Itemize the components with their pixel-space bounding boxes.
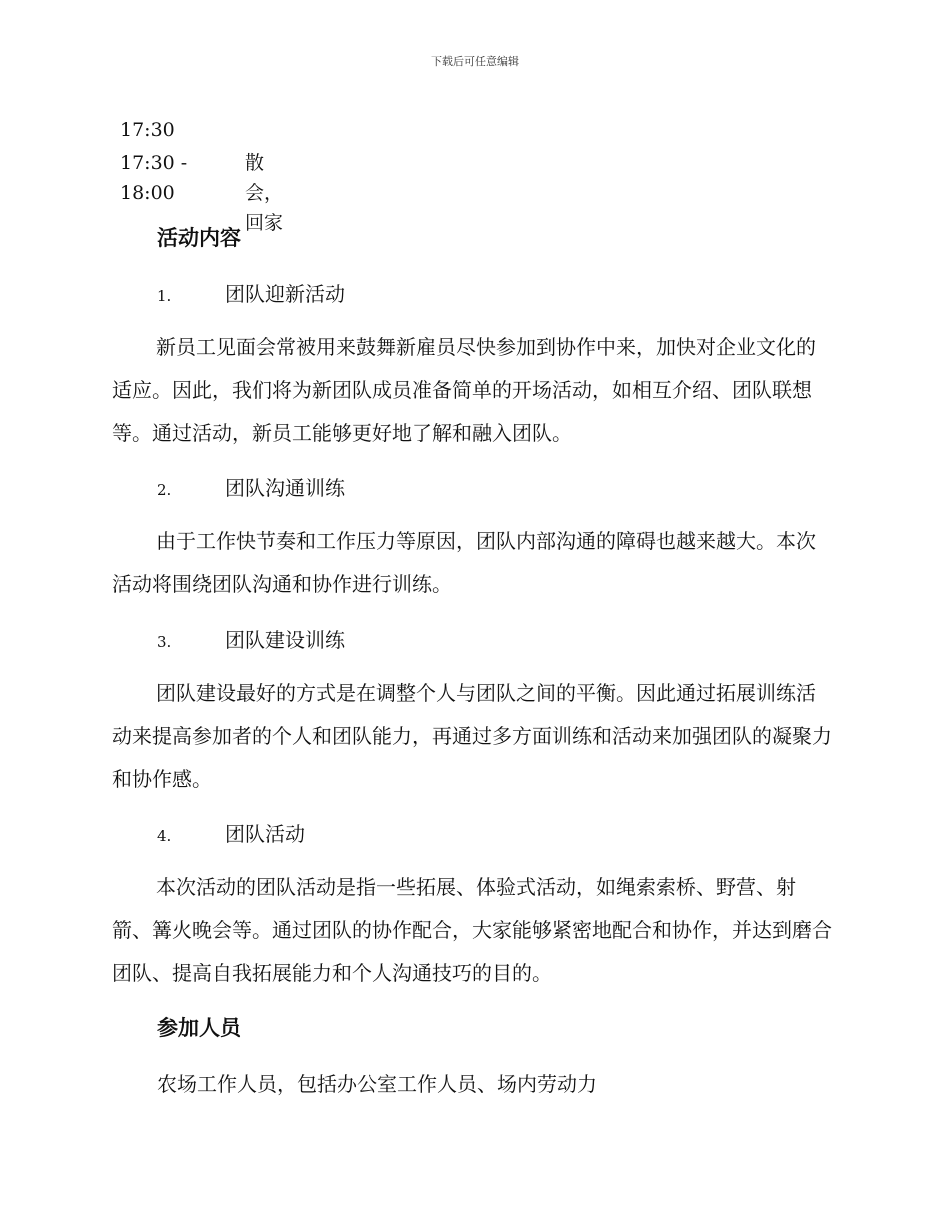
activity-title <box>157 472 345 501</box>
activity-title <box>157 278 345 307</box>
activity-body: 由于工作快节奏和工作压力等原因，团队内部沟通的障碍也越来越大。本次活动将围绕团队沟通和协作进行训练。 <box>112 529 816 596</box>
activity-number: 4. <box>157 827 172 845</box>
activity-title-text: 团队活动 <box>225 822 305 846</box>
schedule-row <box>120 115 245 145</box>
schedule-time-line: 18:00 <box>120 182 175 204</box>
participants-text: 农场工作人员，包括办公室工作人员、场内劳动力 <box>157 1072 597 1096</box>
activity-number: 3. <box>157 633 172 651</box>
activity-body: 团队建设最好的方式是在调整个人与团队之间的平衡。因此通过拓展训练活动来提高参加者的个人和团队能力，再通过多方面训练和活动来加强团队的凝聚力和协作感。 <box>112 681 832 791</box>
schedule-time-line: 17:30 <box>120 119 175 141</box>
activity-title-text: 团队建设训练 <box>225 628 345 652</box>
schedule-row <box>120 148 284 234</box>
page-header: 下载后可任意编辑 <box>431 55 519 68</box>
activity-number: 2. <box>157 481 172 499</box>
schedule-desc: 散会，回家 <box>245 152 284 234</box>
activity-body: 新员工见面会常被用来鼓舞新雇员尽快参加到协作中来，加快对企业文化的适应。因此，我们将为新团队成员准备简单的开场活动，如相互介绍、团队联想等。通过活动，新员工能够更好地了解和融入团队。 <box>112 335 816 445</box>
schedule-time <box>120 148 245 208</box>
activity-title-text: 团队迎新活动 <box>225 282 345 306</box>
schedule-time-line: 17:30 - <box>120 152 188 174</box>
activity-title-text: 团队沟通训练 <box>225 476 345 500</box>
section-heading-activities: 活动内容 <box>157 226 241 250</box>
schedule-time <box>120 115 245 145</box>
section-heading-participants: 参加人员 <box>157 1016 241 1040</box>
activity-title <box>157 624 345 653</box>
activity-title <box>157 818 305 847</box>
activity-body: 本次活动的团队活动是指一些拓展、体验式活动，如绳索索桥、野营、射箭、篝火晚会等。通过团队的协作配合，大家能够紧密地配合和协作，并达到磨合团队、提高自我拓展能力和个人沟通技巧的目的。 <box>112 875 832 985</box>
activity-number: 1. <box>157 287 172 305</box>
